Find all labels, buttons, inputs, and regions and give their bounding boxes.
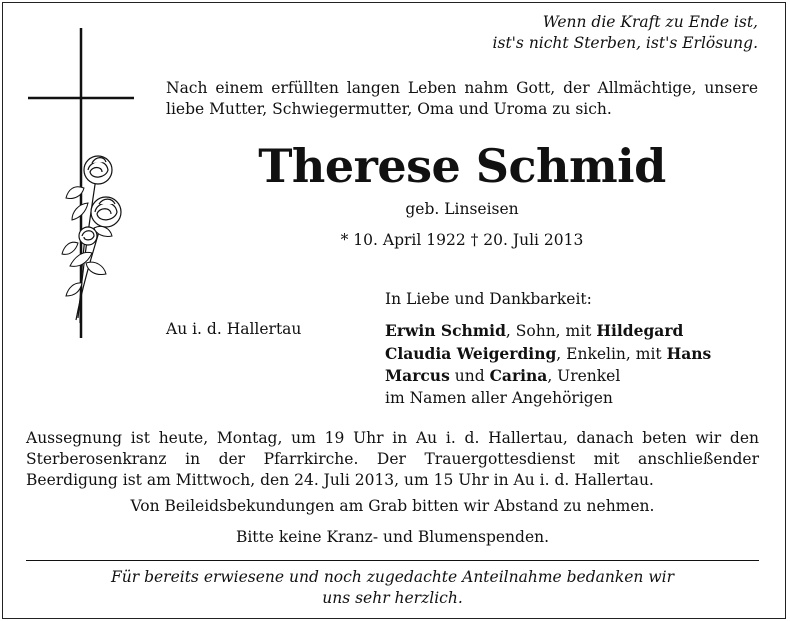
footer-line-1: Für bereits erwiesene und noch zugedachte Anteilnahme bedanken wir — [111, 568, 674, 586]
mourners-list — [385, 320, 735, 409]
mourners-line-4: im Namen aller Angehörigen — [385, 388, 613, 407]
deceased-name: Therese Schmid — [258, 139, 666, 193]
place-name: Au i. d. Hallertau — [166, 320, 302, 338]
mourners-line-1 — [385, 320, 735, 343]
mourner-name: Marcus — [385, 366, 450, 385]
footer-thanks — [26, 567, 759, 609]
thanks-heading: In Liebe und Dankbarkeit: — [385, 290, 592, 308]
service-details: Aussegnung ist heute, Montag, um 19 Uhr in Au i. d. Hallertau, danach beten wir den Sterberosenkranz in der Pfarrkirche. Der Trauergottesdienst mit anschließender Beerdigung ist am Mittwoch, den 24. Juli 2013, um 15 Uhr in Au i. d. Hallertau. — [26, 429, 759, 489]
mourner-relation: , Enkelin, mit — [556, 344, 667, 363]
footer-line-2: uns sehr herzlich. — [322, 589, 463, 607]
divider — [26, 560, 759, 561]
mourner-name: Hans — [666, 343, 712, 363]
life-dates: * 10. April 1922 † 20. Juli 2013 — [340, 231, 584, 249]
mourner-conjunction: und — [449, 367, 490, 385]
intro-text: Nach einem erfüllten langen Leben nahm Gott, der Allmächtige, unsere liebe Mutter, Schwiegermutter, Oma und Uroma zu sich. — [166, 79, 758, 118]
no-flowers-note: Bitte keine Kranz- und Blumenspenden. — [235, 528, 550, 546]
mourners-line-2 — [385, 343, 735, 366]
mourner-name: Carina — [489, 366, 548, 385]
mourner-name: Hildegard — [596, 321, 684, 340]
maiden-name: geb. Linseisen — [405, 200, 519, 218]
motto-line-2: ist's nicht Sterben, ist's Erlösung. — [492, 34, 758, 52]
motto-line-1: Wenn die Kraft zu Ende ist, — [542, 13, 758, 31]
mourner-name: Claudia Weigerding — [385, 343, 557, 363]
motto — [358, 12, 758, 54]
cross-with-roses-icon — [26, 28, 136, 338]
mourner-relation: , Urenkel — [547, 367, 621, 385]
condolences-note: Von Beileidsbekundungen am Grab bitten wir Abstand zu nehmen. — [130, 497, 655, 515]
mourners-line-3 — [385, 365, 735, 388]
mourner-name: Erwin Schmid — [385, 321, 506, 340]
mourner-relation: , Sohn, mit — [505, 322, 597, 340]
